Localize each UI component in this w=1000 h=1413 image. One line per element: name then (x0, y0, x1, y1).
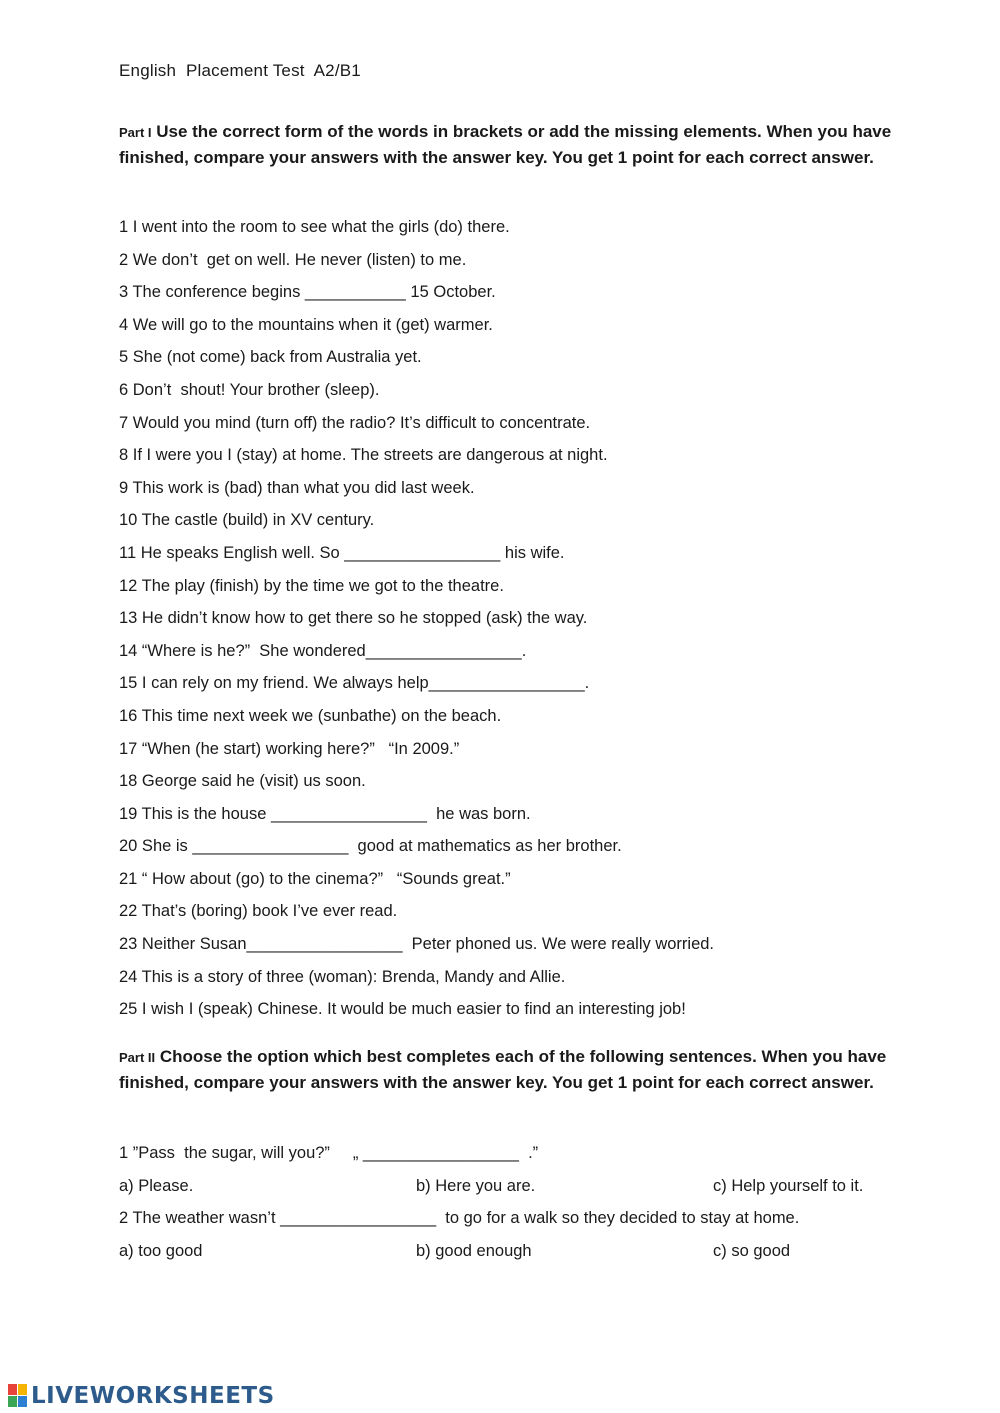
part-1-instructions (119, 119, 899, 170)
question-item: 15 I can rely on my friend. We always help_________________. (119, 674, 590, 693)
question-item: 10 The castle (build) in XV century. (119, 511, 375, 530)
mc-options-row (119, 1239, 919, 1272)
question-item: 1 I went into the room to see what the girls (do) there. (119, 218, 510, 236)
option-a: a) too good (119, 1241, 203, 1260)
option-b: b) good enough (416, 1241, 532, 1260)
question-item: 8 If I were you I (stay) at home. The streets are dangerous at night. (119, 446, 608, 465)
question-item: 18 George said he (visit) us soon. (119, 772, 366, 791)
option-a: a) Please. (119, 1176, 194, 1195)
question-item: 9 This work is (bad) than what you did last week. (119, 478, 475, 497)
liveworksheets-logo (8, 1381, 275, 1411)
option-c: c) so good (713, 1241, 791, 1260)
question-item: 5 She (not come) back from Australia yet. (119, 348, 422, 367)
question-item: 20 She is _________________ good at mathematics as her brother. (119, 837, 622, 856)
question-item: 14 “Where is he?” She wondered_________________. (119, 641, 527, 660)
mc-question: 2 The weather wasn’t _________________ to go for a walk so they decided to stay at home. (119, 1209, 800, 1228)
mc-options-row (119, 1174, 919, 1207)
question-item: 25 I wish I (speak) Chinese. It would be much easier to find an interesting job! (119, 1000, 686, 1019)
question-item: 11 He speaks English well. So _________________ his wife. (119, 543, 565, 562)
question-item: 19 This is the house _________________ he was born. (119, 804, 531, 823)
mc-question: 1 ”Pass the sugar, will you?” „ _________________ .” (119, 1144, 539, 1162)
question-item: 24 This is a story of three (woman): Brenda, Mandy and Allie. (119, 967, 566, 986)
question-item: 2 We don’t get on well. He never (listen) to me. (119, 250, 467, 269)
question-item: 23 Neither Susan_________________ Peter phoned us. We were really worried. (119, 935, 715, 954)
question-item: 16 This time next week we (sunbathe) on the beach. (119, 706, 502, 725)
question-item: 3 The conference begins ___________ 15 October. (119, 283, 496, 302)
logo-blocks-icon (8, 1384, 28, 1408)
part-2-instructions (119, 1044, 899, 1095)
part-1-question-list (119, 215, 714, 1030)
page-title: English Placement Test A2/B1 (119, 61, 361, 80)
part-2-question-list (119, 1141, 919, 1271)
question-item: 22 That’s (boring) book I’ve ever read. (119, 902, 398, 921)
question-item: 12 The play (finish) by the time we got to the theatre. (119, 576, 504, 595)
part-2-instruction-text: Choose the option which best completes each of the following sentences. When you have finished, compare your answers with the answer key. You get 1 point for each correct answer. (119, 1047, 887, 1092)
question-item: 21 “ How about (go) to the cinema?” “Sounds great.” (119, 869, 511, 888)
part-2-label: Part II (119, 1050, 156, 1065)
logo-text: LIVEWORKSHEETS (31, 1383, 275, 1409)
question-item: 6 Don’t shout! Your brother (sleep). (119, 380, 380, 399)
logo-block (8, 1396, 17, 1407)
question-item: 4 We will go to the mountains when it (get) warmer. (119, 315, 493, 334)
part-1-instruction-text: Use the correct form of the words in brackets or add the missing elements. When you have finished, compare your answers with the answer key. You get 1 point for each correct answer. (119, 122, 892, 167)
logo-block (18, 1384, 27, 1395)
logo-block (8, 1384, 17, 1395)
question-item: 17 “When (he start) working here?” “In 2009.” (119, 739, 460, 758)
logo-block (18, 1396, 27, 1407)
question-item: 13 He didn’t know how to get there so he stopped (ask) the way. (119, 609, 588, 628)
question-item: 7 Would you mind (turn off) the radio? It’s difficult to concentrate. (119, 413, 591, 432)
option-c: c) Help yourself to it. (713, 1176, 864, 1195)
option-b: b) Here you are. (416, 1176, 536, 1195)
part-1-label: Part I (119, 125, 152, 140)
